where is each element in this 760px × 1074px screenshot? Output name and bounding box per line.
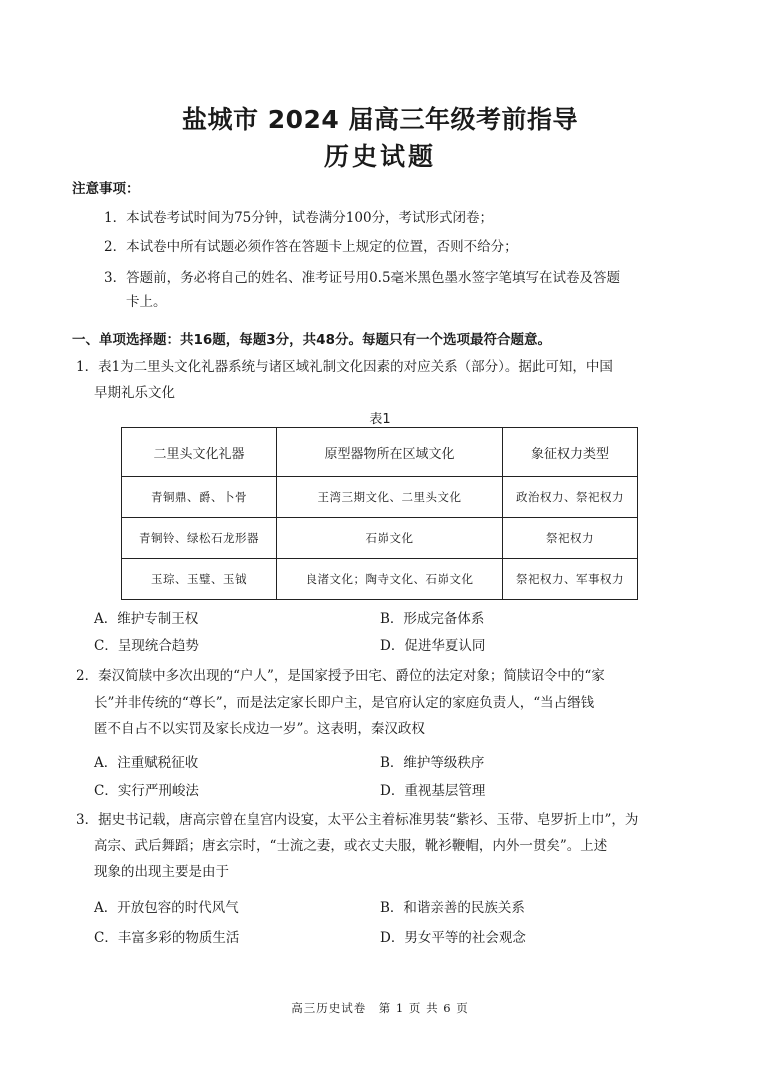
table-header-cell: 二里头文化礼器	[122, 428, 277, 477]
question-1-option-a: A．维护专制王权	[94, 611, 199, 627]
table-row	[122, 477, 638, 518]
exam-title: 盐城市 2024 届高三年级考前指导	[182, 105, 578, 134]
table-header-row	[122, 428, 638, 477]
table-cell: 政治权力、祭祀权力	[503, 477, 638, 518]
question-3-option-c: C．丰富多彩的物质生活	[94, 930, 240, 946]
question-1-stem-line-2: 早期礼乐文化	[94, 385, 175, 401]
table-cell: 玉琮、玉璧、玉钺	[122, 559, 277, 600]
question-2-option-c: C．实行严刑峻法	[94, 783, 199, 799]
question-3-stem-line-1: 3．据史书记载，唐高宗曾在皇宫内设宴，太平公主着标准男装“紫衫、玉带、皂罗折上巾”，为	[76, 812, 639, 828]
data-table	[121, 427, 638, 600]
table-row	[122, 518, 638, 559]
table-cell: 祭祀权力、军事权力	[503, 559, 638, 600]
table-caption: 表1	[369, 412, 391, 427]
question-2-stem-line-3: 匿不自占不以实罚及家长戍边一岁”。这表明，秦汉政权	[94, 721, 425, 737]
table-row	[122, 559, 638, 600]
question-3-stem-line-3: 现象的出现主要是由于	[94, 864, 229, 880]
table-header-cell: 原型器物所在区域文化	[277, 428, 503, 477]
table-cell: 良渚文化；陶寺文化、石峁文化	[277, 559, 503, 600]
notice-item-2: 2．本试卷中所有试题必须作答在答题卡上规定的位置，否则不给分；	[104, 239, 518, 255]
section-heading: 一、单项选择题：共16题，每题3分，共48分。每题只有一个选项最符合题意。	[72, 332, 551, 348]
question-2-option-d: D．重视基层管理	[380, 783, 486, 799]
table-cell: 青铜鼎、爵、卜骨	[122, 477, 277, 518]
question-2-option-a: A．注重赋税征收	[94, 755, 199, 771]
notice-item-3: 3．答题前，务必将自己的姓名、准考证号用0.5毫米黑色墨水签字笔填写在试卷及答题	[104, 270, 621, 286]
notice-item-3-cont: 卡上。	[126, 294, 167, 310]
question-1-option-b: B．形成完备体系	[380, 611, 485, 627]
question-1-stem-line-1: 1．表1为二里头文化礼器系统与诸区域礼制文化因素的对应关系（部分）。据此可知，中国	[76, 359, 613, 375]
question-1-option-d: D．促进华夏认同	[380, 638, 486, 654]
table-cell: 石峁文化	[277, 518, 503, 559]
table-header-cell: 象征权力类型	[503, 428, 638, 477]
page-footer: 高三历史试卷 第 1 页 共 6 页	[291, 1001, 469, 1015]
exam-subject-title: 历史试题	[323, 142, 436, 171]
question-2-stem-line-1: 2．秦汉简牍中多次出现的“户人”，是国家授予田宅、爵位的法定对象；简牍诏令中的“家	[76, 668, 605, 684]
question-3-option-d: D．男女平等的社会观念	[380, 930, 526, 946]
question-3-option-b: B．和谐亲善的民族关系	[380, 900, 525, 916]
table-cell: 青铜铃、绿松石龙形器	[122, 518, 277, 559]
question-1-option-c: C．呈现统合趋势	[94, 638, 199, 654]
table-cell: 王湾三期文化、二里头文化	[277, 477, 503, 518]
question-3-stem-line-2: 高宗、武后舞蹈；唐玄宗时，“士流之妻，或衣丈夫服，靴衫鞭帽，内外一贯矣”。上述	[94, 838, 608, 854]
question-2-option-b: B．维护等级秩序	[380, 755, 485, 771]
question-2-stem-line-2: 长”并非传统的“尊长”，而是法定家长即户主，是官府认定的家庭负责人，“当占缗钱	[94, 695, 595, 711]
notice-item-1: 1．本试卷考试时间为75分钟，试卷满分100分，考试形式闭卷；	[104, 210, 494, 226]
table-cell: 祭祀权力	[503, 518, 638, 559]
notice-heading: 注意事项：	[72, 181, 140, 197]
question-3-option-a: A．开放包容的时代风气	[94, 900, 239, 916]
